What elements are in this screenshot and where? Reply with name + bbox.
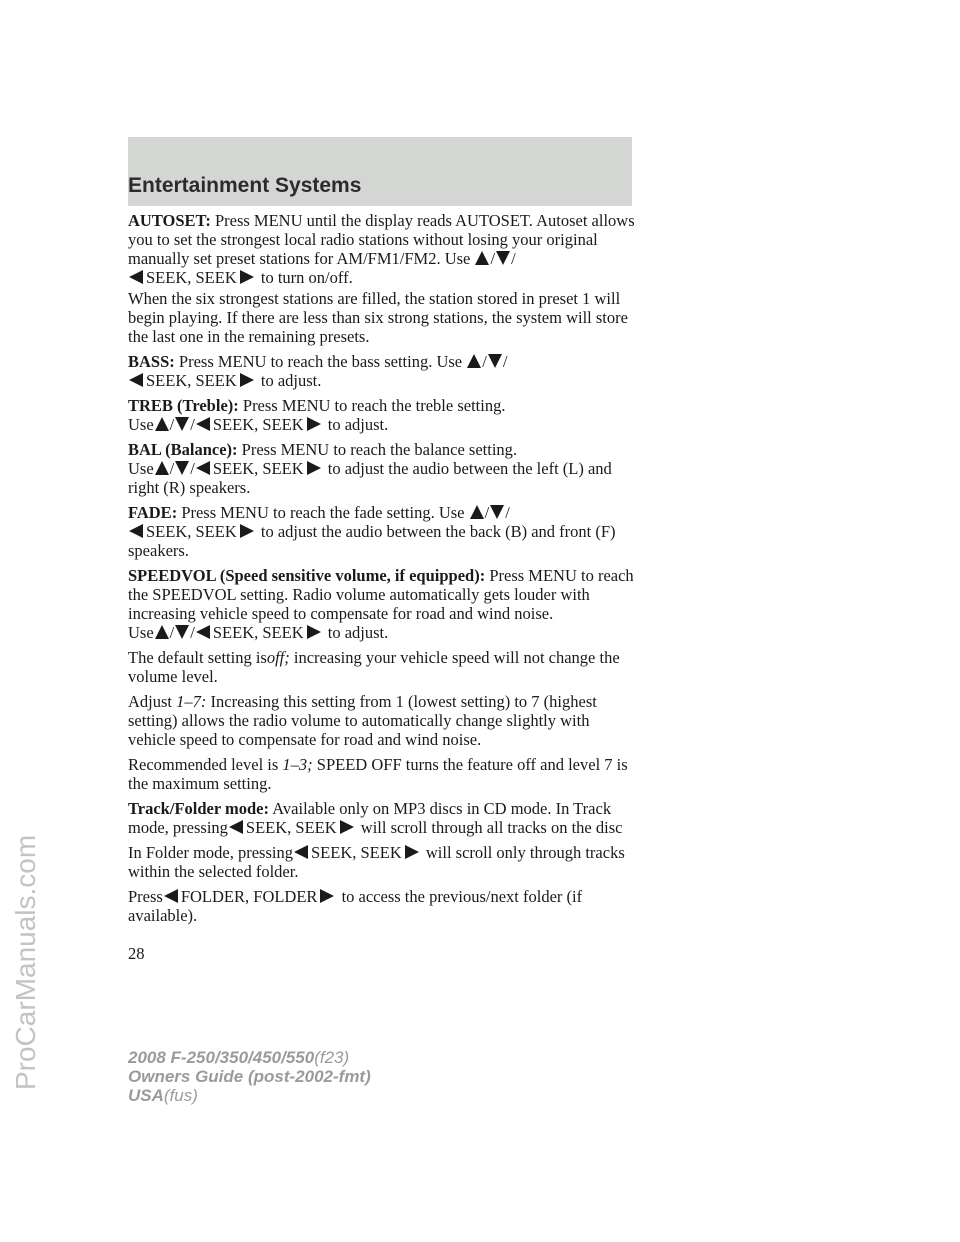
use-word: Use <box>128 415 154 434</box>
seek-label: SEEK, SEEK <box>310 843 402 862</box>
right-arrow-icon <box>240 524 254 538</box>
document-footer <box>128 1048 371 1105</box>
folder-press-paragraph <box>128 887 638 925</box>
footer-market: USA <box>128 1086 164 1105</box>
bass-paragraph <box>128 352 638 390</box>
right-arrow-icon <box>320 889 334 903</box>
left-arrow-icon <box>129 270 143 284</box>
slash: / <box>169 415 175 434</box>
footer-line-model <box>128 1048 371 1067</box>
trackfolder-paragraph <box>128 799 638 837</box>
manual-body <box>128 211 638 931</box>
balance-term: BAL (Balance): <box>128 440 238 459</box>
folder-mode-action: will scroll only through tracks within the selected folder. <box>128 843 625 881</box>
autoset-detail: When the six strongest stations are filled, the station stored in preset 1 will begin playing. If there are less than six strong stations, the system will store the last one in the remaining presets. <box>128 289 628 346</box>
recommended-value: 1–3; <box>282 755 313 774</box>
fade-text: Press MENU to reach the fade setting. Use <box>181 503 465 522</box>
right-arrow-icon <box>307 625 321 639</box>
bass-text: Press MENU to reach the bass setting. Use <box>178 352 463 371</box>
bass-action: to adjust. <box>260 371 322 390</box>
watermark: ProCarManuals.com <box>10 834 41 1090</box>
slash: / <box>190 623 195 642</box>
up-arrow-icon <box>155 417 169 431</box>
up-arrow-icon <box>155 461 169 475</box>
up-arrow-icon <box>470 505 484 519</box>
balance-paragraph <box>128 440 638 497</box>
right-arrow-icon <box>340 820 354 834</box>
trackfolder-term: Track/Folder mode: <box>128 799 269 818</box>
down-arrow-icon <box>488 354 502 368</box>
footer-line-guide <box>128 1067 371 1086</box>
footer-line-market <box>128 1086 371 1105</box>
recommended-text: Recommended level is <box>128 755 279 774</box>
default-value: off; <box>266 648 290 667</box>
footer-market-code: (fus) <box>163 1086 198 1105</box>
seek-label: SEEK, SEEK <box>146 268 237 287</box>
down-arrow-icon <box>175 417 189 431</box>
adjust-detail: Increasing this setting from 1 (lowest setting) to 7 (highest setting) allows the radio volume to automatically change slightly with vehicle speed to compensate for road and wind noise. <box>128 692 597 749</box>
bass-term: BASS: <box>128 352 175 371</box>
balance-action: to adjust the audio between the left (L) and right (R) speakers. <box>128 459 612 497</box>
adjust-text: Adjust <box>128 692 173 711</box>
adjust-range: 1–7: <box>176 692 207 711</box>
seek-label: SEEK, SEEK <box>245 818 337 837</box>
left-arrow-icon <box>229 820 243 834</box>
slash: / <box>505 503 510 522</box>
trackfolder-text: Available only on MP3 discs in CD mode. In Track mode, pressing <box>128 799 612 837</box>
speedvol-term: SPEEDVOL (Speed sensitive volume, if equipped): <box>128 566 486 585</box>
slash: / <box>190 459 195 478</box>
right-arrow-icon <box>240 270 254 284</box>
fade-action: to adjust the audio between the back (B) and front (F) speakers. <box>128 522 616 560</box>
slash: / <box>511 249 516 268</box>
left-arrow-icon <box>294 845 308 859</box>
treble-term: TREB (Treble): <box>128 396 239 415</box>
slash: / <box>169 459 175 478</box>
speedvol-text: Press MENU to reach the SPEEDVOL setting. Radio volume automatically gets louder with increasing vehicle speed to compensate for road and wind noise. <box>128 566 634 623</box>
seek-label: SEEK, SEEK <box>146 371 237 390</box>
left-arrow-icon <box>196 461 210 475</box>
right-arrow-icon <box>240 373 254 387</box>
autoset-action: to turn on/off. <box>260 268 353 287</box>
seek-label: SEEK, SEEK <box>212 623 304 642</box>
autoset-paragraph <box>128 211 638 287</box>
press-word: Press <box>128 887 163 906</box>
seek-label: SEEK, SEEK <box>212 459 304 478</box>
use-word: Use <box>128 623 154 642</box>
down-arrow-icon <box>175 625 189 639</box>
treble-paragraph <box>128 396 638 434</box>
left-arrow-icon <box>164 889 178 903</box>
recommended-detail: SPEED OFF turns the feature off and level 7 is the maximum setting. <box>128 755 628 793</box>
left-arrow-icon <box>196 417 210 431</box>
up-arrow-icon <box>475 251 489 265</box>
slash: / <box>502 352 508 371</box>
folder-press-action: to access the previous/next folder (if available). <box>128 887 583 925</box>
up-arrow-icon <box>467 354 481 368</box>
down-arrow-icon <box>490 505 504 519</box>
fade-term: FADE: <box>128 503 178 522</box>
left-arrow-icon <box>196 625 210 639</box>
trackfolder-action: will scroll through all tracks on the disc <box>360 818 623 837</box>
folder-mode-text: In Folder mode, pressing <box>128 843 293 862</box>
slash: / <box>482 352 487 371</box>
up-arrow-icon <box>155 625 169 639</box>
autoset-text: Press MENU until the display reads AUTOSET. Autoset allows you to set the strongest local radio stations without losing your original manually set preset stations for AM/FM1/FM2. Use <box>128 211 635 268</box>
footer-model: 2008 F-250/350/450/550 <box>128 1048 315 1067</box>
fade-paragraph <box>128 503 638 560</box>
seek-label: SEEK, SEEK <box>212 415 304 434</box>
speedvol-default <box>128 648 638 686</box>
autoset-term: AUTOSET: <box>128 211 211 230</box>
speedvol-recommended <box>128 755 638 793</box>
slash: / <box>490 249 496 268</box>
footer-guide: Owners Guide (post-2002-fmt) <box>128 1067 371 1086</box>
folder-label: FOLDER, FOLDER <box>180 887 318 906</box>
use-word: Use <box>128 459 154 478</box>
section-title: Entertainment Systems <box>128 174 362 197</box>
right-arrow-icon <box>307 417 321 431</box>
page-number: 28 <box>128 944 145 963</box>
balance-text: Press MENU to reach the balance setting. <box>241 440 518 459</box>
default-text: The default setting is <box>128 648 267 667</box>
treble-text: Press MENU to reach the treble setting. <box>242 396 506 415</box>
slash: / <box>484 503 490 522</box>
speedvol-paragraph <box>128 566 638 642</box>
down-arrow-icon <box>175 461 189 475</box>
footer-model-code: (f23) <box>314 1048 350 1067</box>
left-arrow-icon <box>129 524 143 538</box>
right-arrow-icon <box>307 461 321 475</box>
left-arrow-icon <box>129 373 143 387</box>
default-detail: increasing your vehicle speed will not change the volume level. <box>128 648 620 686</box>
slash: / <box>190 415 195 434</box>
seek-label: SEEK, SEEK <box>146 522 237 541</box>
slash: / <box>169 623 175 642</box>
folder-mode-paragraph <box>128 843 638 881</box>
treble-action: to adjust. <box>327 415 389 434</box>
speedvol-action: to adjust. <box>327 623 389 642</box>
speedvol-adjust <box>128 692 638 749</box>
right-arrow-icon <box>405 845 419 859</box>
down-arrow-icon <box>496 251 510 265</box>
